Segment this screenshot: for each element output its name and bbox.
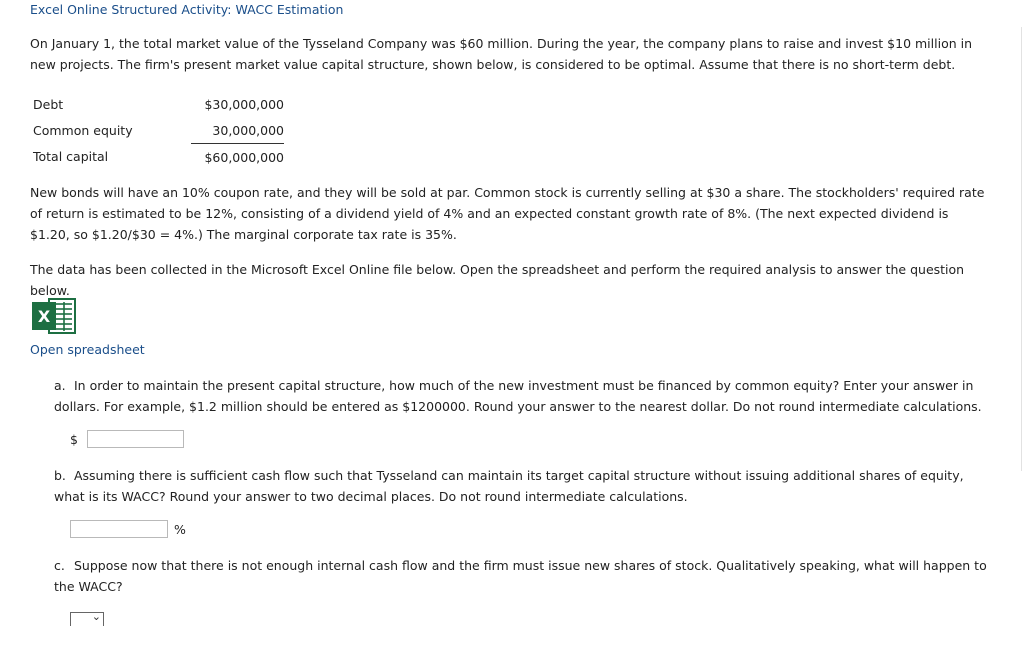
capital-structure-table [30,91,284,170]
chevron-down-icon: ⌄ [91,610,101,623]
question-b-text: Assuming there is sufficient cash flow such that Tysseland can maintain its target capital structure without issuing additional shares of equity, what is its WACC? Round your answer to two decimal places. Do not round intermediate calculations. [54,468,964,504]
question-b-letter: b. [54,468,66,483]
row-value: $60,000,000 [204,149,284,165]
row-value: $30,000,000 [204,96,284,112]
intro-paragraph: On January 1, the total market value of the Tysseland Company was $60 million. During the year, the company plans to raise and invest $10 million in new projects. The firm's present market value capital structure, shown below, is considered to be optimal. Assume that there is no short-term debt. [30,36,973,72]
question-c-text: Suppose now that there is not enough internal cash flow and the firm must issue new shares of stock. Qualitatively speaking, what will happen to the WACC? [54,558,987,594]
question-c-letter: c. [54,558,65,573]
question-b [54,465,994,507]
details-paragraph: New bonds will have an 10% coupon rate, and they will be sold at par. Common stock is currently selling at $30 a share. The stockholders' required rate of return is estimated to be 12%, consisting of a dividend yield of 4% and an expected constant growth rate of 8%. (The next expected dividend is $1.20, so $1.20/$30 = 4%.) The marginal corporate tax rate is 35%. [30,185,985,242]
excel-icon[interactable] [31,296,77,336]
wacc-input[interactable] [70,520,168,538]
row-label: Total capital [33,149,109,165]
table-row [30,144,284,171]
page-title: Excel Online Structured Activity: WACC Estimation [30,2,344,17]
row-label: Debt [33,96,64,112]
row-value: 30,000,000 [191,117,284,144]
question-a-text: In order to maintain the present capital structure, how much of the new investment must be financed by common equity? Enter your answer in dollars. For example, $1.2 million should be entered as $1200000. Round your answer to the nearest dollar. Do not round intermediate calculations. [54,378,982,414]
data-note: The data has been collected in the Microsoft Excel Online file below. Open the spreadsheet and perform the required analysis to answer the question below. [30,262,965,298]
equity-financing-input[interactable] [87,430,184,448]
open-spreadsheet-link[interactable]: Open spreadsheet [30,342,145,357]
wacc-change-select[interactable] [70,612,104,626]
question-a-letter: a. [54,378,66,393]
table-row [30,91,284,117]
percent-suffix: % [174,522,186,537]
question-a [54,375,994,417]
page-divider [1021,27,1022,471]
question-c [54,555,994,597]
dollar-prefix: $ [70,432,78,447]
table-row [30,117,284,144]
excel-icon-letter: X [37,307,51,326]
row-label: Common equity [33,122,133,138]
